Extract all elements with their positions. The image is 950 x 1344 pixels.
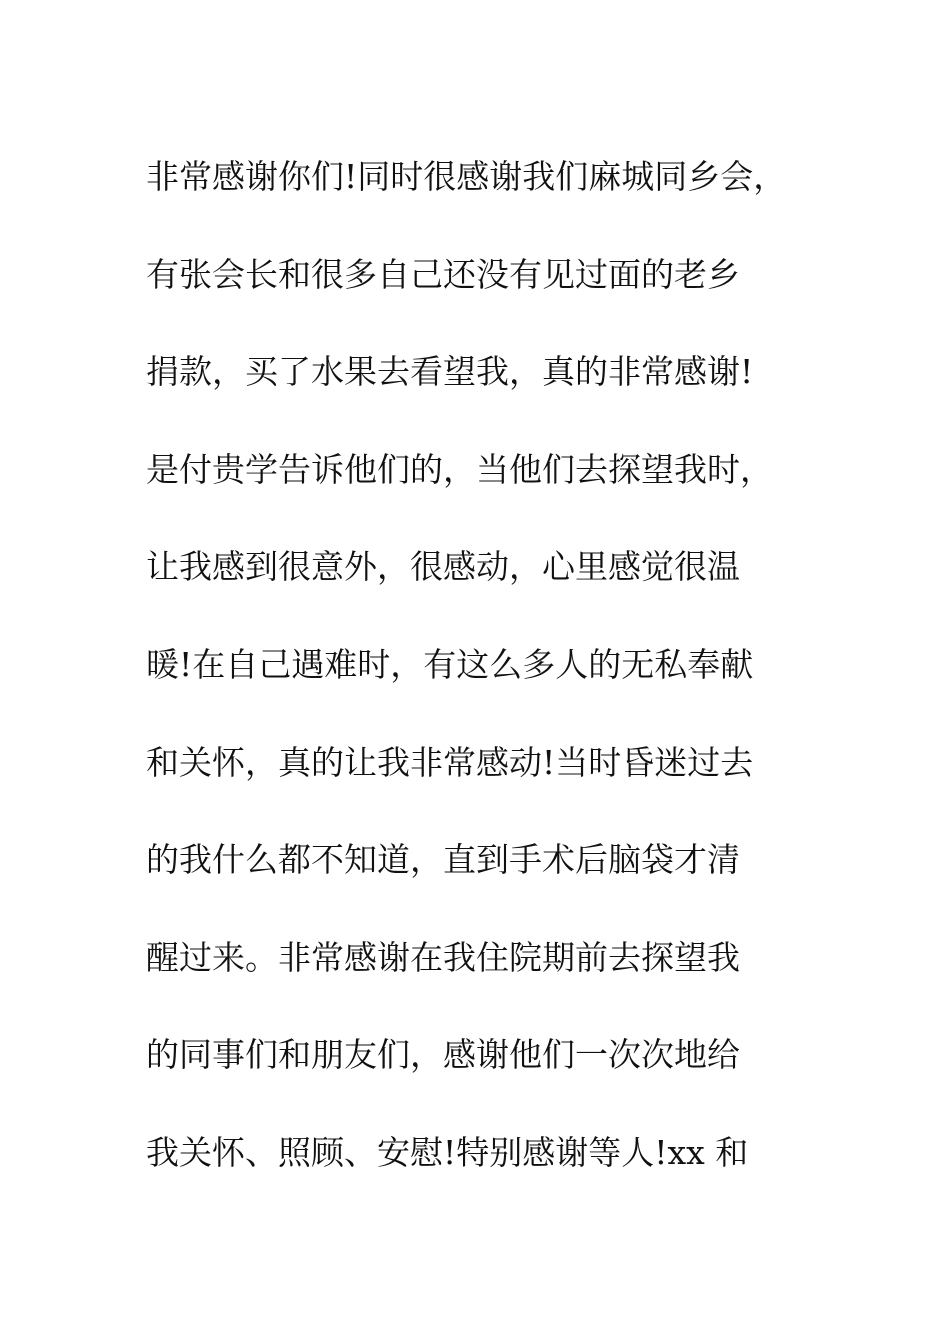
- text-line: 我关怀、照顾、安慰!特别感谢等人!xx 和: [146, 1132, 749, 1172]
- text-line: 让我感到很意外，很感动，心里感觉很温: [146, 547, 740, 587]
- text-line: 的我什么都不知道，直到手术后脑袋才清: [146, 840, 740, 880]
- text-line: 醒过来。非常感谢在我住院期前去探望我: [146, 937, 740, 977]
- text-line: 的同事们和朋友们，感谢他们一次次地给: [146, 1035, 740, 1075]
- text-line: 有张会长和很多自己还没有见过面的老乡: [146, 254, 740, 294]
- text-line: 暖!在自己遇难时，有这么多人的无私奉献: [146, 644, 754, 684]
- text-line: 捐款，买了水果去看望我，真的非常感谢!: [146, 352, 754, 392]
- text-line: 非常感谢你们!同时很感谢我们麻城同乡会，: [146, 157, 787, 196]
- text-line: 和关怀，真的让我非常感动!当时昏迷过去: [146, 742, 754, 782]
- text-line: 是付贵学告诉他们的，当他们去探望我时，: [146, 449, 773, 489]
- body-text: [146, 128, 826, 1202]
